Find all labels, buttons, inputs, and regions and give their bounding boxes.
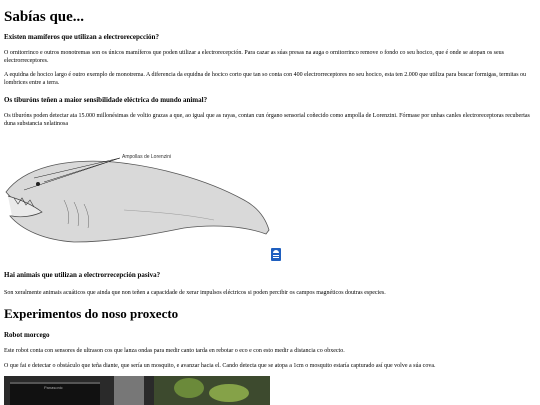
question-heading-3: Hai animais que utilizan a electrorrecepción pasiva? [4, 271, 161, 279]
bookmark-icon[interactable] [271, 248, 281, 261]
paragraph-2: A equidna de hocico largo é outro exemplo de monotrema. A diferencia da equidna de hocico corto que tan so conta con 400 electrorreceptores no seu hocico, esta ten 2.000 que utiliza para buscar formigas, termitas ou lombrices entre a terra. [4, 72, 527, 86]
shark-label: Ampollas de Lorenzini [122, 154, 172, 160]
shark-illustration [4, 150, 272, 258]
page-title: Sabías que... [4, 9, 85, 25]
paragraph-4: Son xeralmente animais acuáticos que ainda que non teñen a capacidade de xerar impulsos eléctricos si poden percibir os campos magnéticos doutras especies. [4, 290, 386, 296]
paragraph-5: Este robot conta con sensores de ultrason cos que lanza ondas para medir canto tarda en rebotar o eco e con esto medir a distancia co obxecto. [4, 348, 345, 354]
paragraph-3: Os tiburóns poden detectar ata 15.000 millonésimas de voltio grazas a que, ao igual que as rayas, contan cun órgano sensorial coñecido como ampolla de Lorenzini. Fórmase por unhas canles electroreceptoras recubertas duna substancia xelatinosa [4, 113, 530, 127]
shark-drawing [4, 150, 272, 258]
question-heading-2: Os tiburóns teñen a maior sensibilidade eléctrica do mundo animal? [4, 96, 208, 104]
section-heading: Experimentos do noso proxecto [4, 306, 179, 321]
paragraph-1: O ornitorrinco e outros monotremas son os únicos mamíferos que poden utilizar a electrorecepción. Para cazar as súas presas na auga o ornitorrinco remove o fondo co seu hocico, que é onde se atopan os seus electrorreceptores. [4, 50, 505, 64]
question-heading-1: Existen mamíferos que utilizan a electrorecepcción? [4, 33, 159, 41]
paragraph-6: O que fai e detectar o obstáculo que teña diante, que sería un mosquito, e avanzar hacia el. Cando detecta que se atopa a 1cm o mosquito estaría capturado así que volve a súa cova. [4, 363, 436, 369]
photo-brand-label: Panasonic [44, 385, 63, 390]
robot-photo [4, 376, 270, 405]
subsection-heading: Robot morcego [4, 331, 50, 339]
